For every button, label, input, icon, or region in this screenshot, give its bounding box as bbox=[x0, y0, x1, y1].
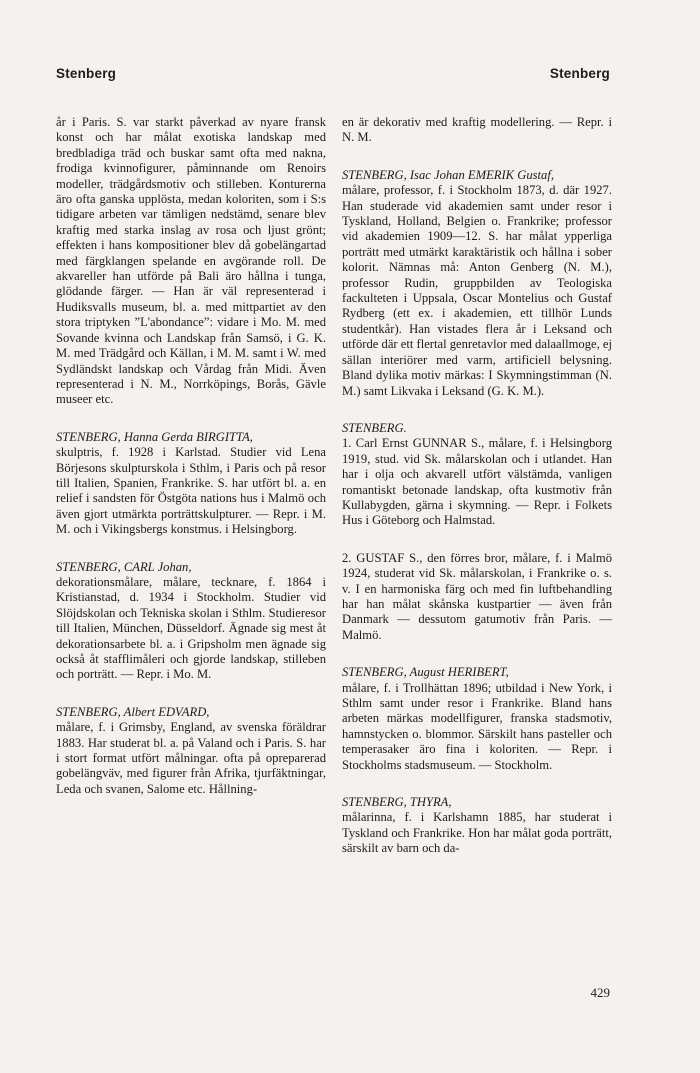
entry-text: dekorationsmålare, målare, tecknare, f. 1864 i Kristianstad, d. 1934 i Stockholm. Studier vid Slöjdskolan och Tekniska skolan i Sthlm. Studieresor till Italien, München, Düsseldorf. Ägnade sig mest åt dekorationsarbete bl. a. i Gripsholm men ägnade sig också åt stafflimåleri och gjorde landskap, stilleben och porträtt. — Repr. i Mo. M. bbox=[56, 574, 326, 682]
entry-text: målarinna, f. i Karlshamn 1885, har studerat i Tyskland och Frankrike. Hon har målat goda porträtt, särskilt av barn och da- bbox=[342, 810, 612, 856]
entry-carl-stenberg bbox=[56, 560, 326, 683]
entry-heading: STENBERG, THYRA, bbox=[342, 795, 452, 810]
entry-thyra-stenberg bbox=[342, 795, 612, 857]
page-number: 429 bbox=[590, 985, 610, 1000]
entry-heading: STENBERG, Hanna Gerda BIRGITTA, bbox=[56, 429, 253, 444]
entry-emerik-stenberg bbox=[342, 168, 612, 399]
entry-heading: STENBERG, Isac Johan EMERIK Gustaf, bbox=[342, 167, 554, 182]
entry-text: målare, f. i Trollhättan 1896; utbildad i New York, i Sthlm samt under resor i Frankrike. Bland hans arbeten märkas modellfigurer, franska stadsmotiv, hamnstycken o. blommor. Särskilt hans pasteller och temperasaker äro fina i koloriten. — Repr. i Stockholms stadsmuseum. — Stockholm. bbox=[342, 680, 612, 772]
entry-text: år i Paris. S. var starkt påverkad av nyare fransk konst och har målat exotiska landskap med bredbladiga träd och buskar samt ofta med nakna, frodiga kvinnofigurer, påminnande om Renoirs modeller, trädgårdsmotiv och stilleben. Konturerna äro ofta ganska upplösta, medan koloriten, som i S:s tidigare arbeten var tämligen nedstämd, senare blev kraftig med starka inslag av rosa och ljust grönt; effekten i hans kompositioner blev då gobelängartad med färgklangen spelande en avgörande roll. De akvareller han utförde på Bali äro hållna i tunga, glödande färger. — Han är väl representerad i Hudiksvalls museum, bl. a. med mittpartiet av den stora triptyken ”L'abondance”: vidare i Mo. M. med Sovande kvinna och Landskap från Samsö, i G. K. M. med Trädgård och Källan, i M. M. samt i W. med Sydländskt landskap och Vårdag från Midi. Även representerad i N. M., Norrköpings, Borås, Gävle museer etc. bbox=[56, 115, 326, 407]
entry-text: en är dekorativ med kraftig modellering. — Repr. i N. M. bbox=[342, 115, 612, 145]
entry-heading: STENBERG. bbox=[342, 420, 407, 435]
right-column bbox=[342, 115, 612, 879]
entry-heribert-stenberg bbox=[342, 665, 612, 773]
entry-text: 2. GUSTAF S., den förres bror, målare, f. i Malmö 1924, studerat vid Sk. målarskolan, i Frankrike o. s. v. I en harmoniska färg och med fin luftbehandling har han målat skånska kustpartier — även från Danmark — dessutom gatumotiv från Paris. — Malmö. bbox=[342, 550, 612, 642]
entry-edvard-stenberg bbox=[56, 705, 326, 797]
left-column bbox=[56, 115, 326, 819]
entry-text: 1. Carl Ernst GUNNAR S., målare, f. i Helsingborg 1919, stud. vid Sk. målarskolan och i utlandet. Han har i olja och akvarell utfört välstämda, vanligen romantiskt betonade landskap, ofta kustmotiv från Kullabygden, gärna i skymning. — Repr. i Folkets Hus i Göteborg och Halmstad. bbox=[342, 436, 612, 528]
entry-text: skulptris, f. 1928 i Karlstad. Studier vid Lena Börjesons skulpturskola i Sthlm, i Paris och på resor till Italien, Spanien, Frankrike. S. har utfört bl. a. en relief i sandsten för Östgöta nations hus i Malmö och även gjort utmärkta porträttskulpturer. — Repr. i M. M. och i Vikingsbergs konstmus. i Helsingborg. bbox=[56, 445, 326, 537]
entry-birgitta-stenberg bbox=[56, 430, 326, 538]
entry-heading: STENBERG, Albert EDVARD, bbox=[56, 704, 210, 719]
entry-continuation bbox=[56, 115, 326, 408]
entry-gustaf-stenberg bbox=[342, 551, 612, 643]
entry-heading: STENBERG, CARL Johan, bbox=[56, 559, 192, 574]
entry-heading: STENBERG, August HERIBERT, bbox=[342, 665, 509, 680]
entry-text: målare, f. i Grimsby, England, av svenska föräldrar 1883. Har studerat bl. a. på Valand och i Paris. S. har i stort format utfört målningar. ofta på opreparerad gobelängväv, med figurer från Afrika, tjurfäktningar, Leda och svanen, Salome etc. Hållning- bbox=[56, 720, 326, 796]
entry-gunnar-stenberg bbox=[342, 421, 612, 529]
entry-continuation bbox=[342, 115, 612, 146]
running-header-right: Stenberg bbox=[549, 66, 610, 81]
entry-text: målare, professor, f. i Stockholm 1873, d. där 1927. Han studerade vid akademien samt under resor i Tyskland, Holland, Belgien o. Frankrike; professor vid akademien 1909—12. S. har målat ypperliga porträtt med utmärkt karaktäristik och hållna i sober kolorit. Nämnas må: Anton Genberg (N. M.), professor Rudin, gruppbilden av Teologiska fackulteten i Uppsala, Oscar Montelius och Gustaf Rydberg (ett ex. i akademien, ett tillhör Lunds studentkår). Han vistades flera år i Leksand och utförde där ett flertal genretavlor med dalaallmoge, ej sällan interiörer med varm, artificiell belysning. Bland dylika motiv märkas: I Skymningstimman (N. M.) samt Likvaka i Leksand (G. K. M.). bbox=[342, 183, 612, 398]
running-header-left: Stenberg bbox=[56, 66, 117, 81]
